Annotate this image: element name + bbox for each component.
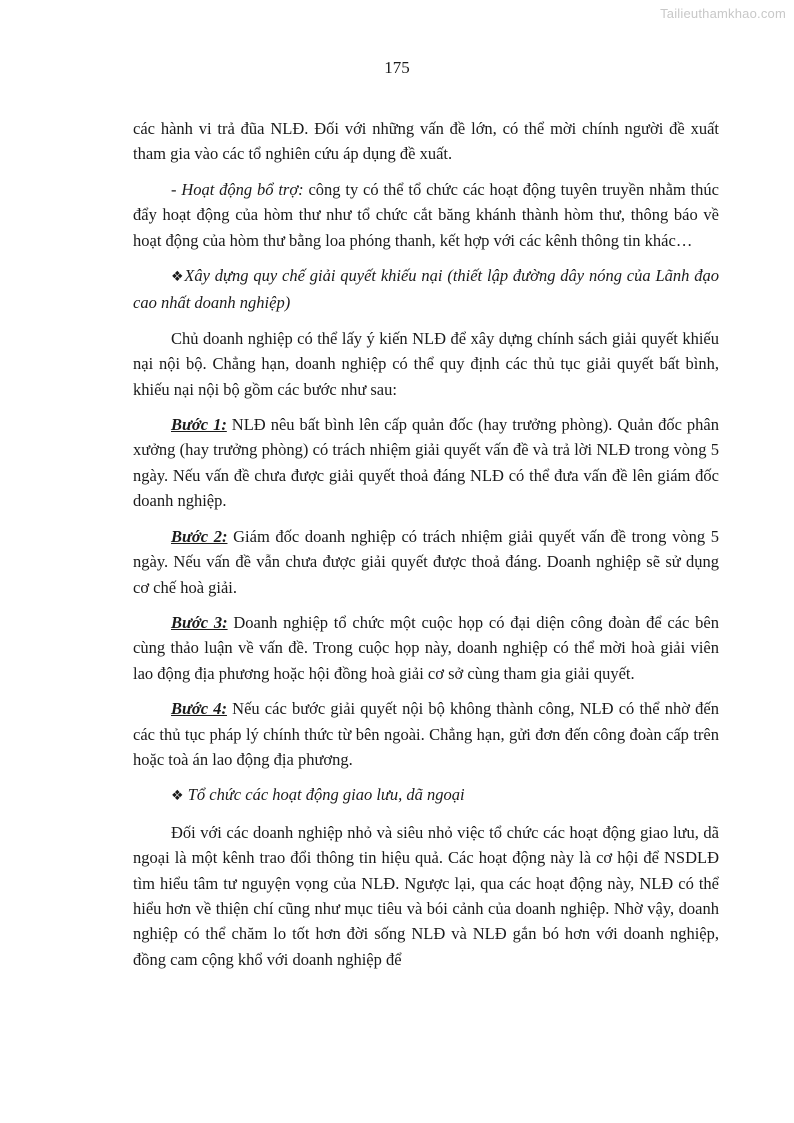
step-1-text: NLĐ nêu bất bình lên cấp quản đốc (hay trưởng phòng). Quản đốc phân xưởng (hay trưởng phòng) có trách nhiệm giải quyết vấn đề và trả lời NLĐ trong vòng 5 ngày. Nếu vấn đề chưa được giải quyết thoả đáng NLĐ có thể đưa vấn đề lên giám đốc doanh nghiệp. <box>133 415 719 511</box>
diamond-bullet-icon: ❖ <box>171 269 185 286</box>
step-4 <box>133 696 719 772</box>
step-3 <box>133 610 719 686</box>
support-activities-label: Hoạt động bổ trợ: <box>181 179 304 199</box>
paragraph-complaint-policy: Chủ doanh nghiệp có thể lấy ý kiến NLĐ để xây dựng chính sách giải quyết khiếu nại nội bộ. Chẳng hạn, doanh nghiệp có thể quy định các thủ tục giải quyết bất bình, khiếu nại nội bộ gồm các bước như sau: <box>133 328 719 399</box>
heading-complaint-rules-text: Xây dựng quy chế giải quyết khiếu nại (thiết lập đường dây nóng của Lãnh đạo cao nhất doanh nghiệp) <box>133 266 719 313</box>
step-2 <box>133 524 719 600</box>
document-body <box>133 116 719 982</box>
step-2-label: Bước 2: <box>171 526 228 546</box>
heading-exchange-activities <box>133 782 719 809</box>
step-1 <box>133 412 719 514</box>
support-activities-text: công ty có thể tổ chức các hoạt động tuyên truyền nhằm thúc đẩy hoạt động của hòm thư như tổ chức cắt băng khánh thành hòm thư, thông báo về hoạt động của hòm thư bằng loa phóng thanh, kết hợp với các kênh thông tin khác… <box>133 179 719 250</box>
heading-complaint-rules <box>133 263 719 316</box>
dash-marker: - <box>171 179 182 199</box>
diamond-bullet-icon: ❖ <box>171 788 184 805</box>
watermark-text: Tailieuthamkhao.com <box>660 6 786 21</box>
paragraph-exchange-activities: Đối với các doanh nghiệp nhỏ và siêu nhỏ việc tổ chức các hoạt động giao lưu, dã ngoại là một kênh trao đổi thông tin hiệu quả. Các hoạt động này là cơ hội để NSDLĐ tìm hiểu tâm tư nguyện vọng của NLĐ. Ngược lại, qua các hoạt động này, NLĐ có thể hiểu hơn về thiện chí cũng như mục tiêu và bói cảnh của doanh nghiệp. Nhờ vậy, doanh nghiệp có thể chăm lo tốt hơn đời sống NLĐ và NLĐ gắn bó hơn với doanh nghiệp, đồng cam cộng khổ với doanh nghiệp để <box>133 822 719 969</box>
paragraph-intro: các hành vi trả đũa NLĐ. Đối với những vấn đề lớn, có thể mời chính người đề xuất tham gia vào các tổ nghiên cứu áp dụng đề xuất. <box>133 119 719 164</box>
paragraph-support-activities <box>133 177 719 253</box>
step-4-text: Nếu các bước giải quyết nội bộ không thành công, NLĐ có thể nhờ đến các thủ tục pháp lý chính thức từ bên ngoài. Chẳng hạn, gửi đơn đến công đoàn cấp trên hoặc toà án lao động địa phương. <box>133 699 719 769</box>
page-number: 175 <box>384 58 410 77</box>
step-1-label: Bước 1: <box>171 415 227 435</box>
step-3-text: Doanh nghiệp tổ chức một cuộc họp có đại diện công đoàn để các bên cùng thảo luận về vấn đề. Trong cuộc họp này, doanh nghiệp có thể mời hoà giải viên lao động địa phương hoặc hội đồng hoà giải cơ sở cùng tham gia giải quyết. <box>133 612 719 683</box>
step-2-text: Giám đốc doanh nghiệp có trách nhiệm giải quyết vấn đề trong vòng 5 ngày. Nếu vấn đề vẫn chưa được giải quyết được thoả đáng. Doanh nghiệp sẽ sử dụng cơ chế hoà giải. <box>133 526 719 597</box>
heading-exchange-activities-text: Tổ chức các hoạt động giao lưu, dã ngoại <box>187 785 465 805</box>
step-4-label: Bước 4: <box>171 699 227 719</box>
step-3-label: Bước 3: <box>171 612 228 632</box>
